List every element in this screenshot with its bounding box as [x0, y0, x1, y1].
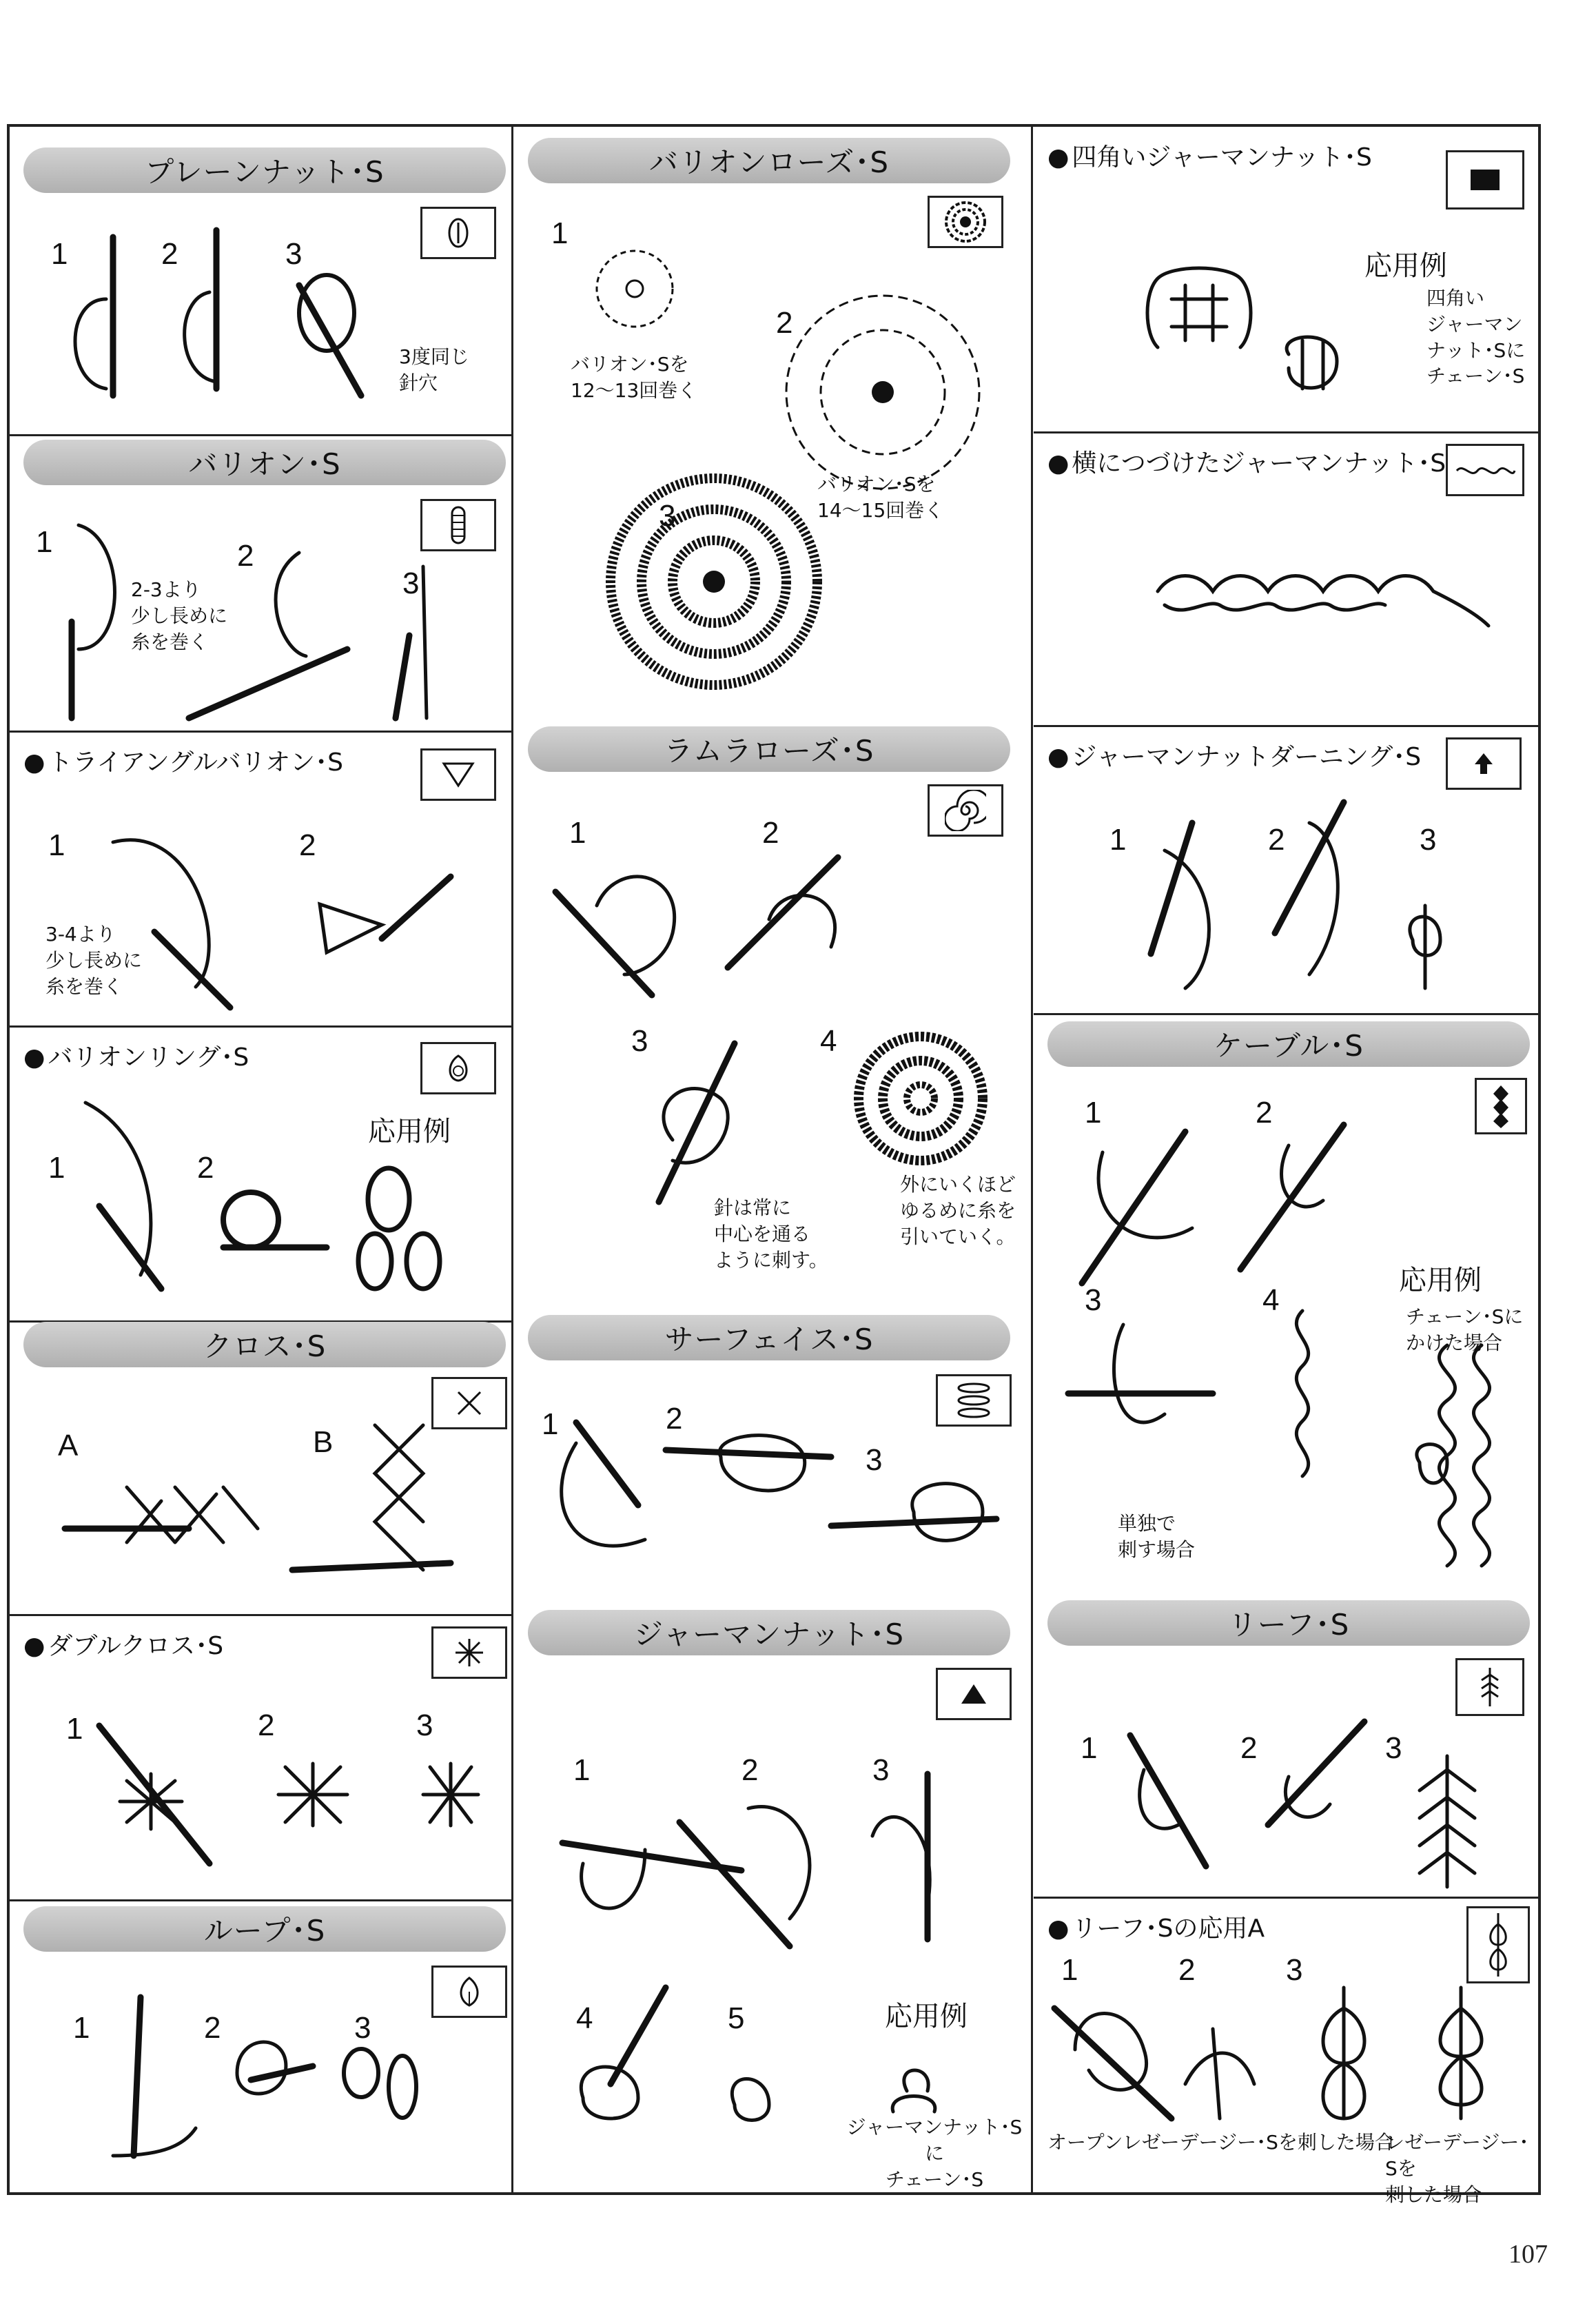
section-title: ループ･S [23, 1906, 506, 1952]
stitch-note: オープンレゼーデージー･Sを刺した場合 [1047, 2131, 1394, 2154]
step-number: 1 [36, 525, 53, 559]
section-title: サーフェイス･S [528, 1315, 1010, 1360]
panel-square-german-knot [1034, 127, 1541, 431]
panel-plain-knot [10, 127, 511, 434]
step-number: 3 [416, 1708, 433, 1742]
step-number: 2 [161, 237, 178, 271]
step-number: 1 [1081, 1731, 1098, 1765]
plain-knot-illustration [51, 216, 437, 430]
step-number: 1 [73, 2011, 90, 2045]
step-number: 5 [728, 2001, 745, 2035]
step-number: 4 [1262, 1283, 1280, 1317]
step-number: 2 [1240, 1731, 1258, 1765]
step-number: 2 [741, 1753, 759, 1787]
leaf-illustration [1103, 1701, 1516, 1894]
star-cross-icon [431, 1626, 507, 1679]
panel-german-knot [514, 1588, 1031, 2192]
section-title: リーフ･S [1047, 1600, 1530, 1646]
section-title: ジャーマンナット･S [528, 1610, 1010, 1655]
page-number: 107 [1508, 2240, 1548, 2269]
step-number: 1 [1085, 1096, 1102, 1130]
step-number: 3 [1420, 823, 1437, 857]
step-number: 3 [1286, 1953, 1303, 1987]
panel-loop [10, 1901, 511, 2192]
column-divider [511, 124, 513, 2195]
step-number: 2 [1268, 823, 1285, 857]
bullion-ring-illustration [65, 1096, 478, 1303]
panel-triangle-bullion [10, 732, 511, 1025]
stitch-note: バリオン･Sを 14〜15回巻く [817, 473, 944, 522]
section-title: ラムラローズ･S [528, 726, 1010, 772]
section-title: プレーンナット･S [23, 147, 506, 193]
step-number: 4 [820, 1024, 837, 1058]
bullion-illustration [51, 511, 478, 725]
step-number: 1 [573, 1753, 591, 1787]
section-title: クロス･S [23, 1322, 506, 1367]
double-cross-illustration [79, 1698, 478, 1891]
step-number: 1 [542, 1407, 559, 1441]
step-number: 2 [762, 816, 779, 850]
step-label: A [58, 1429, 79, 1462]
column-divider [1031, 124, 1033, 2195]
section-title: バリオンローズ･S [528, 138, 1010, 183]
bullion-rose-illustration [555, 230, 1010, 706]
step-number: 1 [569, 816, 586, 850]
step-number: 3 [631, 1024, 648, 1058]
stitch-note: 3度同じ 針穴 [399, 345, 469, 394]
leaf-variation-a-illustration [1047, 1981, 1530, 2132]
triangle-bullion-illustration [92, 815, 478, 1021]
stitch-note: 外にいくほど ゆるめに糸を 引いていく。 [900, 1173, 1016, 1248]
panel-bullion [10, 436, 511, 731]
panel-side-german-knot [1034, 433, 1541, 725]
german-knot-illustration [542, 1767, 1010, 2153]
step-number: 4 [576, 2001, 593, 2035]
section-title: ケーブル･S [1047, 1021, 1530, 1067]
example-note: 四角い ジャーマン ナット･Sに チェーン･S [1426, 287, 1526, 388]
stitch-note: 2-3より 少し長めに 糸を巻く [131, 578, 228, 653]
step-number: 3 [402, 566, 420, 600]
step-number: 1 [48, 828, 65, 862]
section-title: バリオン･S [23, 440, 506, 485]
step-number: 2 [258, 1708, 275, 1742]
triangle-icon [420, 748, 496, 801]
section-title: ● リーフ･Sの応用A [1047, 1909, 1265, 1944]
panel-german-knot-darning [1034, 726, 1541, 1013]
step-number: 2 [776, 306, 793, 340]
panel-bullion-ring [10, 1027, 511, 1320]
example-note: チェーン･Sに かけた場合 [1406, 1305, 1524, 1354]
panel-cross [10, 1322, 511, 1614]
stitch-note: 3-4より 少し長めに 糸を巻く [45, 923, 143, 998]
step-number: 1 [1109, 823, 1127, 857]
step-number: 3 [1085, 1283, 1102, 1317]
surface-illustration [542, 1402, 1010, 1581]
step-number: 3 [354, 2011, 371, 2045]
step-number: 1 [1061, 1953, 1078, 1987]
panel-lamb-rose [514, 713, 1031, 1305]
panel-bullion-rose [514, 127, 1031, 713]
loop-illustration [99, 1983, 458, 2176]
example-label: 応用例 [1399, 1265, 1482, 1296]
panel-cable [1034, 1014, 1541, 1584]
step-number: 2 [204, 2011, 221, 2045]
section-title: ● バリオンリング･S [23, 1038, 249, 1073]
panel-surface [514, 1305, 1031, 1588]
german-knot-darning-illustration [1116, 795, 1502, 1002]
example-label: 応用例 [885, 2001, 968, 2032]
stitch-note: バリオン･Sを 12〜13回巻く [571, 353, 697, 402]
step-number: 1 [551, 216, 569, 250]
section-title: ● 四角いジャーマンナット･S [1047, 138, 1372, 173]
example-label: 応用例 [1364, 250, 1447, 282]
section-title: ● トライアングルバリオン･S [23, 743, 343, 778]
knot-line-icon [1446, 444, 1524, 496]
section-title: ● ダブルクロス･S [23, 1626, 223, 1662]
leaf-chain-icon [1466, 1906, 1530, 1983]
section-title: ● 横につづけたジャーマンナット･S [1047, 444, 1446, 479]
step-number: 3 [1385, 1731, 1402, 1765]
step-number: 3 [659, 499, 676, 533]
step-number: 2 [1256, 1096, 1273, 1130]
step-number: 2 [299, 828, 316, 862]
triangle-up-icon [936, 1668, 1012, 1720]
step-number: 3 [866, 1443, 883, 1477]
section-title: ● ジャーマンナットダーニング･S [1047, 737, 1421, 773]
square-german-knot-illustration [1130, 251, 1378, 416]
step-label: B [313, 1425, 334, 1459]
step-number: 3 [872, 1753, 890, 1787]
panel-leaf [1034, 1584, 1541, 1897]
step-number: 2 [1178, 1953, 1196, 1987]
example-note: ジャーマンナット･Sに チェーン･S [846, 2116, 1023, 2191]
panel-double-cross [10, 1615, 511, 1899]
step-number: 2 [197, 1151, 214, 1185]
step-number: 1 [51, 237, 68, 271]
stitch-note: レゼーデージー･Sを 刺した場合 [1385, 2131, 1529, 2206]
step-number: 3 [285, 237, 303, 271]
step-number: 2 [237, 539, 254, 573]
arrow-up-icon [1446, 737, 1522, 790]
square-icon [1446, 150, 1524, 210]
panel-leaf-variation-a [1034, 1898, 1541, 2206]
ring-icon [420, 1042, 496, 1094]
step-number: 1 [48, 1151, 65, 1185]
cross-illustration [51, 1411, 492, 1611]
side-german-knot-illustration [1144, 550, 1502, 660]
step-number: 2 [666, 1402, 683, 1436]
stitch-note: 針は常に 中心を通る ように刺す。 [714, 1196, 828, 1272]
stitch-note: 単独で 刺す場合 [1118, 1512, 1196, 1561]
example-label: 応用例 [368, 1116, 451, 1147]
step-number: 1 [66, 1712, 83, 1746]
